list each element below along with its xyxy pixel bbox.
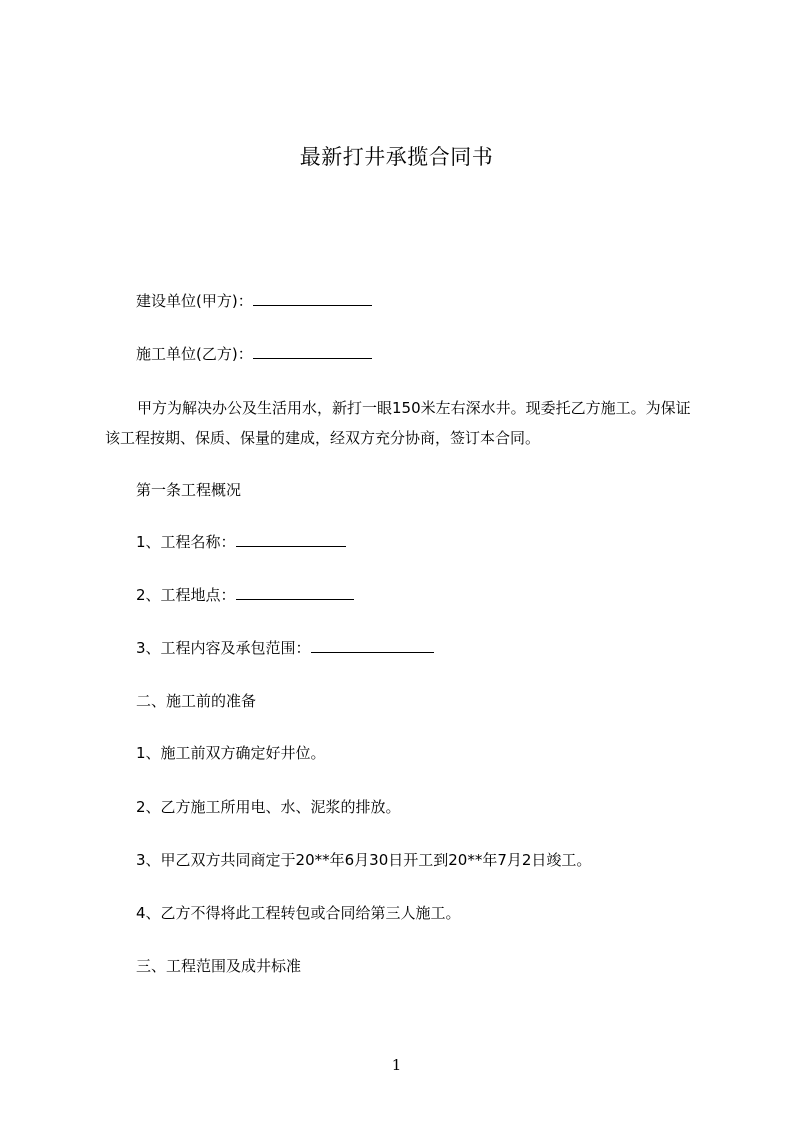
project-scope-label: 3、工程内容及承包范围：	[136, 639, 311, 657]
party-b-label: 施工单位(乙方)：	[136, 345, 253, 363]
section2-heading: 二、施工前的准备	[136, 692, 257, 710]
section2-item-4: 4、乙方不得将此工程转包或合同给第三人施工。	[136, 904, 461, 922]
party-a-label: 建设单位(甲方)：	[136, 292, 253, 310]
section1-item-name	[136, 532, 346, 552]
party-a-line	[136, 291, 372, 311]
project-location-blank	[236, 587, 354, 600]
project-scope-blank	[311, 640, 434, 653]
project-location-label: 2、工程地点：	[136, 586, 236, 604]
section2-item-1: 1、施工前双方确定好井位。	[136, 744, 326, 762]
party-b-blank	[253, 346, 372, 359]
section1-heading: 第一条工程概况	[136, 481, 242, 499]
intro-paragraph: 甲方为解决办公及生活用水，新打一眼150米左右深水井。现委托乙方施工。为保证该工程按期、保质、保量的建成，经双方充分协商，签订本合同。	[105, 399, 691, 447]
project-name-label: 1、工程名称：	[136, 533, 236, 551]
section2-item-3: 3、甲乙双方共同商定于20**年6月30日开工到20**年7月2日竣工。	[136, 851, 592, 869]
section1-item-scope	[136, 638, 434, 658]
document-title: 最新打井承揽合同书	[299, 145, 494, 169]
page-number: 1	[391, 1056, 402, 1074]
section1-item-location	[136, 585, 354, 605]
section2-item-2: 2、乙方施工所用电、水、泥浆的排放。	[136, 798, 401, 816]
section3-heading: 三、工程范围及成井标准	[136, 957, 302, 975]
party-b-line	[136, 344, 372, 364]
party-a-blank	[253, 293, 372, 306]
project-name-blank	[236, 534, 346, 547]
